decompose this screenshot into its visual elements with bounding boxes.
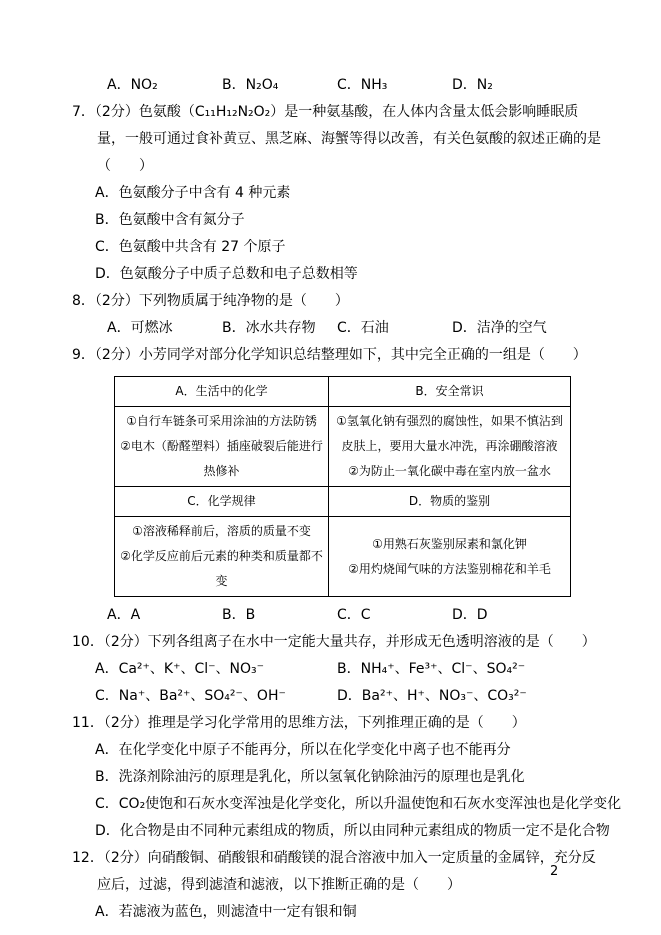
question-7-option-b: B．色氨酸中含有氮分子 xyxy=(95,212,245,228)
table-cell-header-a: A．生活中的化学 xyxy=(115,377,329,407)
question-12-option-a: A．若滤液为蓝色，则滤渣中一定有银和铜 xyxy=(95,904,357,920)
table-row xyxy=(115,407,571,487)
question-9-option-c: C．C xyxy=(337,607,371,623)
table-row xyxy=(115,377,571,407)
question-7-option-c: C．色氨酸中共含有 27 个原子 xyxy=(95,239,286,255)
table-item: ②为防止一氧化碳中毒在室内放一盆水 xyxy=(348,464,551,478)
question-9-stem: 9．（2分）小芳同学对部分化学知识总结整理如下，其中完全正确的一组是（ ） xyxy=(72,347,587,363)
table-item: ①氢氧化钠有强烈的腐蚀性，如果不慎沾到皮肤上，要用大量水冲洗，再涂硼酸溶液 xyxy=(336,414,563,453)
question-11-stem: 11．（2分）推理是学习化学常用的思维方法，下列推理正确的是（ ） xyxy=(72,715,526,731)
table-item: ②化学反应前后元素的种类和质量都不变 xyxy=(120,549,323,588)
page-number: 2 xyxy=(550,864,559,879)
question-8-option-b: B．冰水共存物 xyxy=(222,320,316,336)
question-6-options-row xyxy=(107,72,661,99)
question-6-option-a: A．NO₂ xyxy=(107,77,158,93)
question-10-option-d: D．Ba²⁺、H⁺、NO₃⁻、CO₃²⁻ xyxy=(337,688,527,704)
question-9-option-b: B．B xyxy=(222,607,256,623)
question-8-option-d: D．洁净的空气 xyxy=(452,320,547,336)
table-item: ①自行车链条可采用涂油的方法防锈 xyxy=(126,414,317,428)
question-8-options-row xyxy=(107,315,661,342)
question-7-stem: 7．（2分）色氨酸（C₁₁H₁₂N₂O₂）是一种氨基酸，在人体内含量太低会影响睡眠质量，一般可通过食补黄豆、黑芝麻、海蟹等得以改善，有关色氨酸的叙述正确的是（ ） xyxy=(72,104,601,174)
question-10-stem: 10．（2分）下列各组离子在水中一定能大量共存，并形成无色透明溶液的是（ ） xyxy=(72,634,596,650)
table-cell-content-a xyxy=(115,407,329,487)
table-cell-content-d xyxy=(329,517,571,597)
question-8-stem: 8．（2分）下列物质属于纯净物的是（ ） xyxy=(72,293,349,309)
question-9-option-a: A．A xyxy=(107,607,141,623)
question-8-option-c: C．石油 xyxy=(337,320,389,336)
question-10-option-c: C．Na⁺、Ba²⁺、SO₄²⁻、OH⁻ xyxy=(95,688,286,704)
question-6-option-c: C．NH₃ xyxy=(337,77,388,93)
table-item: ①溶液稀释前后，溶质的质量不变 xyxy=(132,524,311,538)
question-7-option-d: D．色氨酸分子中质子总数和电子总数相等 xyxy=(95,266,358,282)
question-8-option-a: A．可燃冰 xyxy=(107,320,173,336)
question-12-stem: 12．（2分）向硝酸铜、硝酸银和硝酸镁的混合溶液中加入一定质量的金属锌，充分反应后，过滤，得到滤渣和滤液，以下推断正确的是（ ） xyxy=(72,850,596,893)
question-10-option-a: A．Ca²⁺、K⁺、Cl⁻、NO₃⁻ xyxy=(95,661,265,677)
question-7-option-a: A．色氨酸分子中含有 4 种元素 xyxy=(95,185,291,201)
question-11-option-c: C．CO₂使饱和石灰水变浑浊是化学变化，所以升温使饱和石灰水变浑浊也是化学变化 xyxy=(95,796,622,812)
question-10-options-row-1 xyxy=(95,656,661,683)
table-cell-header-c: C．化学规律 xyxy=(115,487,329,517)
table-cell-header-b: B．安全常识 xyxy=(329,377,571,407)
table-item: ②用灼烧闻气味的方法鉴别棉花和羊毛 xyxy=(348,561,551,576)
table-cell-content-b xyxy=(329,407,571,487)
table-item: ②电木（酚醛塑料）插座破裂后能进行热修补 xyxy=(120,439,323,478)
question-11-option-b: B．洗涤剂除油污的原理是乳化，所以氢氧化钠除油污的原理也是乳化 xyxy=(95,769,525,785)
question-6-option-d: D．N₂ xyxy=(452,77,493,93)
question-9-option-d: D．D xyxy=(452,607,488,623)
question-10-option-b: B．NH₄⁺、Fe³⁺、Cl⁻、SO₄²⁻ xyxy=(337,661,526,677)
table-cell-header-d: D．物质的鉴别 xyxy=(329,487,571,517)
question-9-options-row xyxy=(107,602,661,629)
table-row xyxy=(115,487,571,517)
table-cell-content-c xyxy=(115,517,329,597)
question-11-option-a: A．在化学变化中原子不能再分，所以在化学变化中离子也不能再分 xyxy=(95,742,511,758)
table-item: ①用熟石灰鉴别尿素和氯化钾 xyxy=(372,536,527,551)
question-11-option-d: D．化合物是由不同种元素组成的物质，所以由同种元素组成的物质一定不是化合物 xyxy=(95,823,610,839)
table-row xyxy=(115,517,571,597)
question-9-summary-table xyxy=(114,376,571,597)
question-10-options-row-2 xyxy=(95,683,661,710)
question-6-option-b: B．N₂O₄ xyxy=(222,77,279,93)
